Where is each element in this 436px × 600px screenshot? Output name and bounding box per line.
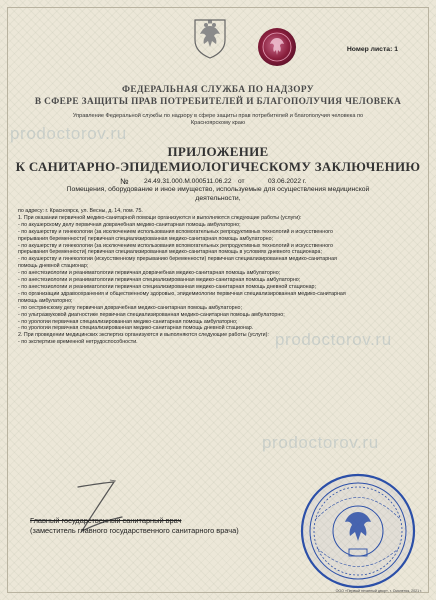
department-line1: Управление Федеральной службы по надзору в сфере защиты прав потребителей и благополучия человека по: [72, 113, 364, 119]
list-item: 2. При проведении медицинских экспертиз организуются и выполняются следующие работы (услуги):: [18, 332, 269, 339]
official-seal-stamp-icon: [297, 470, 419, 592]
list-item: прерывания беременности) первичная специализированная медико-санитарная помощь амбулаторно;: [18, 235, 274, 242]
double-headed-eagle-emblem-icon: [187, 14, 233, 60]
list-item: помощь амбулаторно;: [18, 297, 73, 304]
list-item: 1. При оказании первичной медико-санитарной помощи организуются и выполняются следующие работы (услуги):: [18, 214, 302, 221]
registration-number: 24.49.31.000.М.000511.06.22: [144, 178, 232, 185]
document-title-line1: ПРИЛОЖЕНИЕ: [167, 144, 269, 159]
printer-imprint: ООО «Первый печатный двор», г. Смоленск, 2021 г.: [335, 589, 422, 593]
watermark: prodoctorov.ru: [275, 330, 392, 349]
official-signature-block: [30, 516, 239, 536]
list-item: прерывания беременности) первичная специализированная медико-санитарная помощь в условиях дневного стационара;: [18, 249, 322, 256]
list-item: - по сестринскому делу первичная доврачебная медико-санитарная помощь амбулаторно;: [18, 304, 242, 311]
list-item: - по анестезиологии и реаниматологии первичная специализированная медико-санитарная помощь амбулаторно;: [18, 277, 301, 284]
list-item: - по акушерству и гинекологии (за исключением использования вспомогательных репродуктивных технологий и искусственного: [18, 242, 333, 249]
official-deputy: (заместитель главного государственного санитарного врача): [30, 526, 239, 535]
sheet-number: Номер листа: 1: [346, 46, 398, 53]
list-item: помощь дневной стационар;: [18, 263, 89, 270]
subtitle-line1: Помещения, оборудование и иное имущество, используемые для осуществления медицинской: [66, 186, 370, 193]
list-item: - по экспертизе временной нетрудоспособности.: [18, 339, 138, 346]
department-name: [40, 113, 396, 127]
number-prefix: №: [120, 177, 129, 186]
department-line2: Красноярскому краю: [190, 120, 246, 126]
list-item: - по урологии первичная специализированная медико-санитарная помощь амбулаторно;: [18, 318, 238, 325]
subtitle-line2: деятельности,: [195, 194, 241, 202]
list-item: - по анестезиологии и реаниматологии первичная специализированная медико-санитарная помощь дневной стационар;: [18, 283, 316, 290]
watermark: prodoctorov.ru: [10, 124, 127, 143]
document-title-line2: К САНИТАРНО-ЭПИДЕМИОЛОГИЧЕСКОМУ ЗАКЛЮЧЕНИЮ: [15, 159, 421, 174]
list-item: - по акушерскому делу первичная доврачебная медико-санитарная помощь амбулаторно;: [18, 221, 241, 228]
watermark: prodoctorov.ru: [262, 433, 379, 452]
registration-date: 03.06.2022 г.: [268, 178, 307, 185]
hologram-sticker-icon: [257, 27, 297, 67]
official-position: Главный государственный санитарный врач: [30, 516, 182, 525]
list-item: - по акушерству и гинекологии (искусственному прерыванию беременности) первичная специализированная медико-санитарная: [18, 256, 337, 263]
subtitle: [60, 186, 376, 203]
address-line: по адресу: г. Красноярск, ул. Весны, д. 14, пом. 75.: [18, 208, 143, 214]
list-item: - по акушерству и гинекологии (за исключением использования вспомогательных репродуктивных технологий и искусственного: [18, 228, 333, 235]
list-item: - по урологии первичная специализированная медико-санитарная помощь дневной стационар.: [18, 325, 254, 332]
agency-name-line2: В СФЕРЕ ЗАЩИТЫ ПРАВ ПОТРЕБИТЕЛЕЙ И БЛАГОПОЛУЧИЯ ЧЕЛОВЕКА: [34, 97, 402, 107]
date-prefix: от: [238, 178, 245, 185]
list-item: - по анестезиологии и реаниматологии первичная доврачебная медико-санитарная помощь амбулаторно;: [18, 270, 281, 277]
works-list: [18, 208, 420, 346]
list-item: - по ультразвуковой диагностике первичная специализированная медико-санитарная помощь амбулаторно;: [18, 311, 285, 318]
list-item: - по организации здравоохранения и общественному здоровью, эпидемиологии первичная специализированная медико-санитарная: [18, 290, 346, 297]
agency-name-line1: ФЕДЕРАЛЬНАЯ СЛУЖБА ПО НАДЗОРУ: [122, 85, 314, 95]
